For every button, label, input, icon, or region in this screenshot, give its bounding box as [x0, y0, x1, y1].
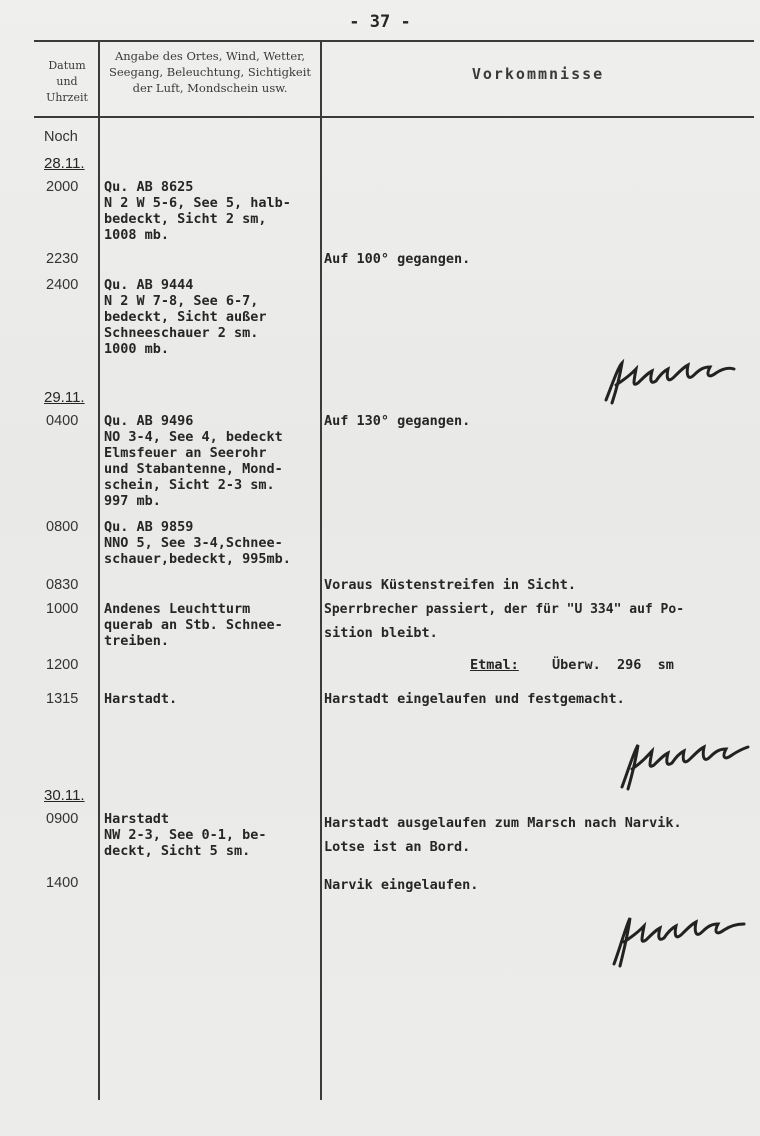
header-location-weather — [100, 48, 320, 96]
place-2400-line: N 2 W 7-8, See 6-7, — [104, 293, 259, 309]
page-number: - 37 - — [349, 12, 411, 32]
signature-2 — [612, 735, 752, 795]
event-0900-line: Lotse ist an Bord. — [324, 839, 471, 855]
place-0400-line: NO 3-4, See 4, bedeckt — [104, 429, 283, 445]
header-bottom-rule — [34, 116, 754, 118]
place-0900-line: deckt, Sicht 5 sm. — [104, 843, 251, 859]
event-0830: Voraus Küstenstreifen in Sicht. — [324, 577, 576, 593]
header-col1-line: Datum — [48, 59, 86, 72]
place-2400-line: Qu. AB 9444 — [104, 277, 194, 293]
header-col1-line: Uhrzeit — [46, 91, 88, 104]
place-2400-line: Schneeschauer 2 sm. — [104, 325, 259, 341]
place-0900-line: Harstadt — [104, 811, 170, 827]
header-col2-line: Seegang, Beleuchtung, Sichtigkeit — [108, 65, 312, 79]
time-2000: 2000 — [46, 179, 79, 195]
place-0800-line: schauer,bedeckt, 995mb. — [104, 551, 291, 567]
time-0800: 0800 — [46, 519, 79, 535]
place-1000-line: Andenes Leuchtturm — [104, 601, 251, 617]
event-1315: Harstadt eingelaufen und festgemacht. — [324, 691, 625, 707]
time-1315: 1315 — [46, 691, 79, 707]
header-top-rule — [34, 40, 754, 42]
place-2000-line: bedeckt, Sicht 2 sm, — [104, 211, 267, 227]
time-0830: 0830 — [46, 577, 79, 593]
etmal-label: Etmal: — [470, 657, 519, 673]
header-col2-line: Angabe des Ortes, Wind, Wetter, — [114, 49, 306, 63]
date-30-11: 30.11. — [44, 787, 85, 804]
signature-3 — [604, 908, 749, 970]
header-events: Vorkommnisse — [471, 65, 605, 83]
event-1400: Narvik eingelaufen. — [324, 877, 479, 893]
event-1000-line: Sperrbrecher passiert, der für "U 334" auf Po- — [324, 602, 685, 617]
place-0400-line: und Stabantenne, Mond- — [104, 461, 283, 477]
time-1400: 1400 — [46, 875, 79, 891]
place-2000-line: Qu. AB 8625 — [104, 179, 194, 195]
time-2400: 2400 — [46, 277, 79, 293]
header-date-time — [36, 58, 98, 106]
place-1000-line: treiben. — [104, 633, 170, 649]
event-1000-line: sition bleibt. — [324, 625, 438, 641]
place-0400-line: Elmsfeuer an Seerohr — [104, 445, 267, 461]
place-0800-line: Qu. AB 9859 — [104, 519, 194, 535]
time-1200: 1200 — [46, 657, 79, 673]
column-divider-1 — [98, 42, 100, 1100]
time-2230: 2230 — [46, 251, 79, 267]
place-2000-line: N 2 W 5-6, See 5, halb- — [104, 195, 291, 211]
date-29-11: 29.11. — [44, 389, 85, 406]
time-0400: 0400 — [46, 413, 79, 429]
signature-1 — [598, 355, 743, 410]
time-1000: 1000 — [46, 601, 79, 617]
event-2230: Auf 100° gegangen. — [324, 251, 471, 267]
noch-label: Noch — [44, 129, 78, 145]
place-0400-line: schein, Sicht 2-3 sm. — [104, 477, 275, 493]
place-0900-line: NW 2-3, See 0-1, be- — [104, 827, 267, 843]
etmal-value: Überw. 296 sm — [552, 657, 674, 673]
place-2000-line: 1008 mb. — [104, 227, 170, 243]
date-28-11: 28.11. — [44, 155, 85, 172]
column-divider-2 — [320, 42, 322, 1100]
place-0800-line: NNO 5, See 3-4,Schnee- — [104, 535, 283, 551]
place-1315: Harstadt. — [104, 691, 178, 707]
place-0400-line: 997 mb. — [104, 493, 161, 509]
place-1000-line: querab an Stb. Schnee- — [104, 617, 283, 633]
place-0400-line: Qu. AB 9496 — [104, 413, 194, 429]
header-col1-line: und — [56, 75, 78, 88]
header-col2-line: der Luft, Mondschein usw. — [132, 81, 288, 95]
place-2400-line: bedeckt, Sicht außer — [104, 309, 267, 325]
event-0900-line: Harstadt ausgelaufen zum Marsch nach Narvik. — [324, 815, 682, 831]
event-0400: Auf 130° gegangen. — [324, 413, 471, 429]
place-2400-line: 1000 mb. — [104, 341, 170, 357]
time-0900: 0900 — [46, 811, 79, 827]
